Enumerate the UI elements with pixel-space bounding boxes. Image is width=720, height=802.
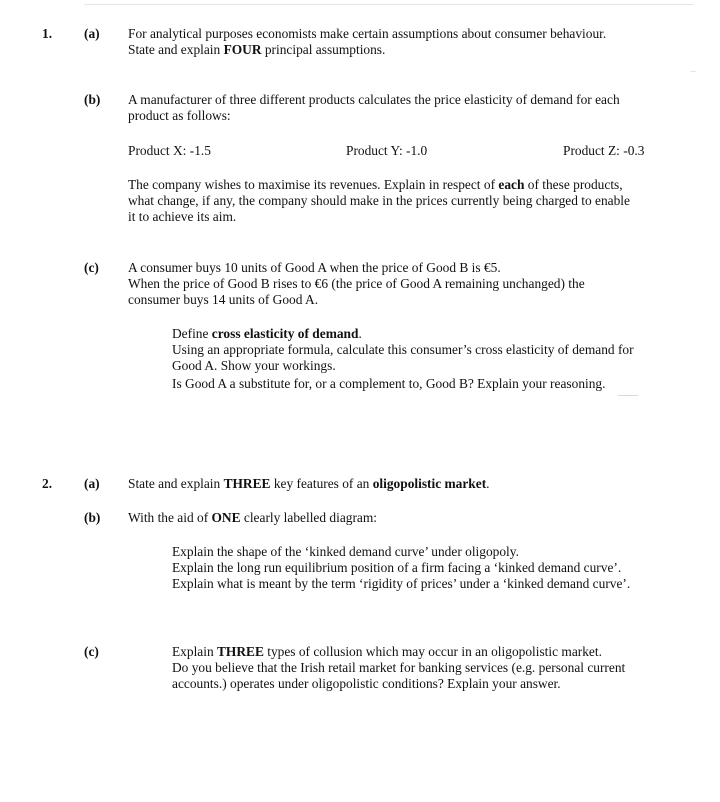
top-rule: [84, 4, 694, 5]
q1b-line-2: product as follows:: [128, 108, 231, 123]
q1-part-a-label: (a): [84, 26, 100, 41]
q1b-para-line-3: it to achieve its aim.: [128, 209, 237, 224]
product-y-elasticity: Product Y: -1.0: [346, 143, 428, 158]
q2a-line: State and explain THREE key features of an oligopolistic market.: [128, 476, 490, 491]
q1b-para-line-2: what change, if any, the company should make in the prices currently being charged to enable: [128, 193, 630, 208]
faint-mark-2: [618, 395, 638, 396]
product-z-elasticity: Product Z: -0.3: [563, 143, 645, 158]
q2-part-c-label: (c): [84, 644, 99, 659]
q1-part-b-label: (b): [84, 92, 101, 107]
q2b-sub-3: Explain what is meant by the term ‘rigidity of prices’ under a ‘kinked demand curve’.: [172, 576, 631, 591]
question-1-number: 1.: [42, 26, 53, 41]
q1c-sub-3: Good A. Show your workings.: [172, 358, 336, 373]
q1-part-c-label: (c): [84, 260, 99, 275]
q1b-line-1: A manufacturer of three different products calculates the price elasticity of demand for each: [128, 92, 620, 107]
q1c-sub-2: Using an appropriate formula, calculate this consumer’s cross elasticity of demand for: [172, 342, 634, 357]
q1a-line-1: For analytical purposes economists make certain assumptions about consumer behaviour.: [128, 26, 607, 41]
q1c-line-3: consumer buys 14 units of Good A.: [128, 292, 319, 307]
q1b-para-line-1: The company wishes to maximise its revenues. Explain in respect of each of these products,: [128, 177, 623, 192]
q2b-sub-1: Explain the shape of the ‘kinked demand curve’ under oligopoly.: [172, 544, 519, 559]
q2c-sub-1: Explain THREE types of collusion which may occur in an oligopolistic market.: [172, 644, 602, 659]
question-2-number: 2.: [42, 476, 53, 491]
q1c-line-2: When the price of Good B rises to €6 (the price of Good A remaining unchanged) the: [128, 276, 585, 291]
q2-part-b-label: (b): [84, 510, 101, 525]
q1c-sub-1: Define cross elasticity of demand.: [172, 326, 362, 341]
q1c-line-1: A consumer buys 10 units of Good A when the price of Good B is €5.: [128, 260, 501, 275]
faint-mark: [690, 71, 696, 72]
q2c-sub-3: accounts.) operates under oligopolistic conditions? Explain your answer.: [172, 676, 561, 691]
q2b-line: With the aid of ONE clearly labelled diagram:: [128, 510, 377, 525]
q1c-sub-4: Is Good A a substitute for, or a complement to, Good B? Explain your reasoning.: [172, 376, 606, 391]
q1a-line-2: State and explain FOUR principal assumptions.: [128, 42, 386, 57]
product-x-elasticity: Product X: -1.5: [128, 143, 211, 158]
q2-part-a-label: (a): [84, 476, 100, 491]
q2c-sub-2: Do you believe that the Irish retail market for banking services (e.g. personal current: [172, 660, 626, 675]
q2b-sub-2: Explain the long run equilibrium position of a firm facing a ‘kinked demand curve’.: [172, 560, 622, 575]
